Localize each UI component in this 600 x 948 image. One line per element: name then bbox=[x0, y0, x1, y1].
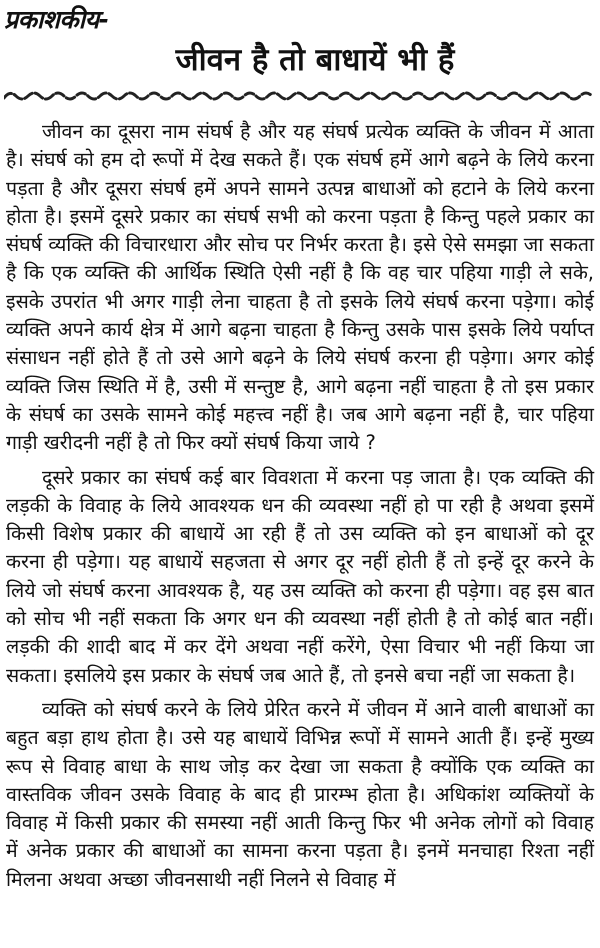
paragraph: व्यक्ति को संघर्ष करने के लिये प्रेरित करने में जीवन में आने वाली बाधाओं का बहुत बड़ा हाथ होता है। उसे यह बाधायें विभिन्न रूपों में सामने आती हैं। इन्हें मुख्य रूप से विवाह बाधा के साथ जोड़ कर देखा जा सकता है क्योंकि एक व्यक्ति का वास्तविक जीवन उसके विवाह के बाद ही प्रारम्भ होता है। अधिकांश व्यक्तियों के विवाह में किसी प्रकार की समस्या नहीं आती किन्तु फिर भी अनेक लोगों को विवाह में अनेक प्रकार की बाधाओं का सामना करना पड़ता है। इनमें मनचाहा रिश्ता नहीं मिलना अथवा अच्छा जीवनसाथी नहीं निलने से विवाह में bbox=[6, 697, 594, 891]
body-text bbox=[6, 118, 594, 894]
paragraph: दूसरे प्रकार का संघर्ष कई बार विवशता में करना पड़ जाता है। एक व्यक्ति की लड़की के विवाह के लिये आवश्यक धन की व्यवस्था नहीं हो पा रही है अथवा इसमें किसी विशेष प्रकार की बाधायें आ रही हैं तो उस व्यक्ति को इन बाधाओं को दूर करना ही पड़ेगा। यह बाधायें सहजता से अगर दूर नहीं होती हैं तो इन्हें दूर करने के लिये जो संघर्ष करना आवश्यक है, यह उस व्यक्ति को करना ही पड़ेगा। वह इस बात को सोच भी नहीं सकता कि अगर धन की व्यवस्था नहीं होती है तो कोई बात नहीं। लड़की की शादी बाद में कर देंगे अथवा नहीं करेंगे, ऐसा विचार भी नहीं किया जा सकता। इसलिये इस प्रकार के संघर्ष जब आते हैं, तो इनसे बचा नहीं जा सकता है। bbox=[6, 465, 594, 687]
section-label: प्रकाशकीय- bbox=[4, 5, 109, 34]
paragraph: जीवन का दूसरा नाम संघर्ष है और यह संघर्ष प्रत्येक व्यक्ति के जीवन में आता है। संघर्ष को हम दो रूपों में देख सकते हैं। एक संघर्ष हमें आगे बढ़ने के लिये करना पड़ता है और दूसरा संघर्ष हमें अपने सामने उत्पन्न बाधाओं को हटाने के लिये करना होता है। इसमें दूसरे प्रकार का संघर्ष सभी को करना पड़ता है किन्तु पहले प्रकार का संघर्ष व्यक्ति की विचारधारा और सोच पर निर्भर करता है। इसे ऐसे समझा जा सकता है कि एक व्यक्ति की आर्थिक स्थिति ऐसी नहीं है कि वह चार पहिया गाड़ी ले सके, इसके उपरांत भी अगर गाड़ी लेना चाहता है तो इसके लिये संघर्ष करना पड़ेगा। कोई व्यक्ति अपने कार्य क्षेत्र में आगे बढ़ना चाहता है किन्तु उसके पास इसके लिये पर्याप्त संसाधन नहीं होते हैं तो उसे आगे बढ़ने के लिये संघर्ष करना ही पड़ेगा। अगर कोई व्यक्ति जिस स्थिति में है, उसी में सन्तुष्ट है, आगे बढ़ना नहीं चाहता है तो इस प्रकार के संघर्ष का उसके सामने कोई महत्त्व नहीं है। जब आगे बढ़ना नहीं है, चार पहिया गाड़ी खरीदनी नहीं है तो फिर क्यों संघर्ष किया जाये ? bbox=[6, 120, 594, 455]
chapter-title: जीवन है तो बाधायें भी हैं bbox=[175, 42, 455, 78]
wavy-divider-icon bbox=[4, 88, 596, 102]
